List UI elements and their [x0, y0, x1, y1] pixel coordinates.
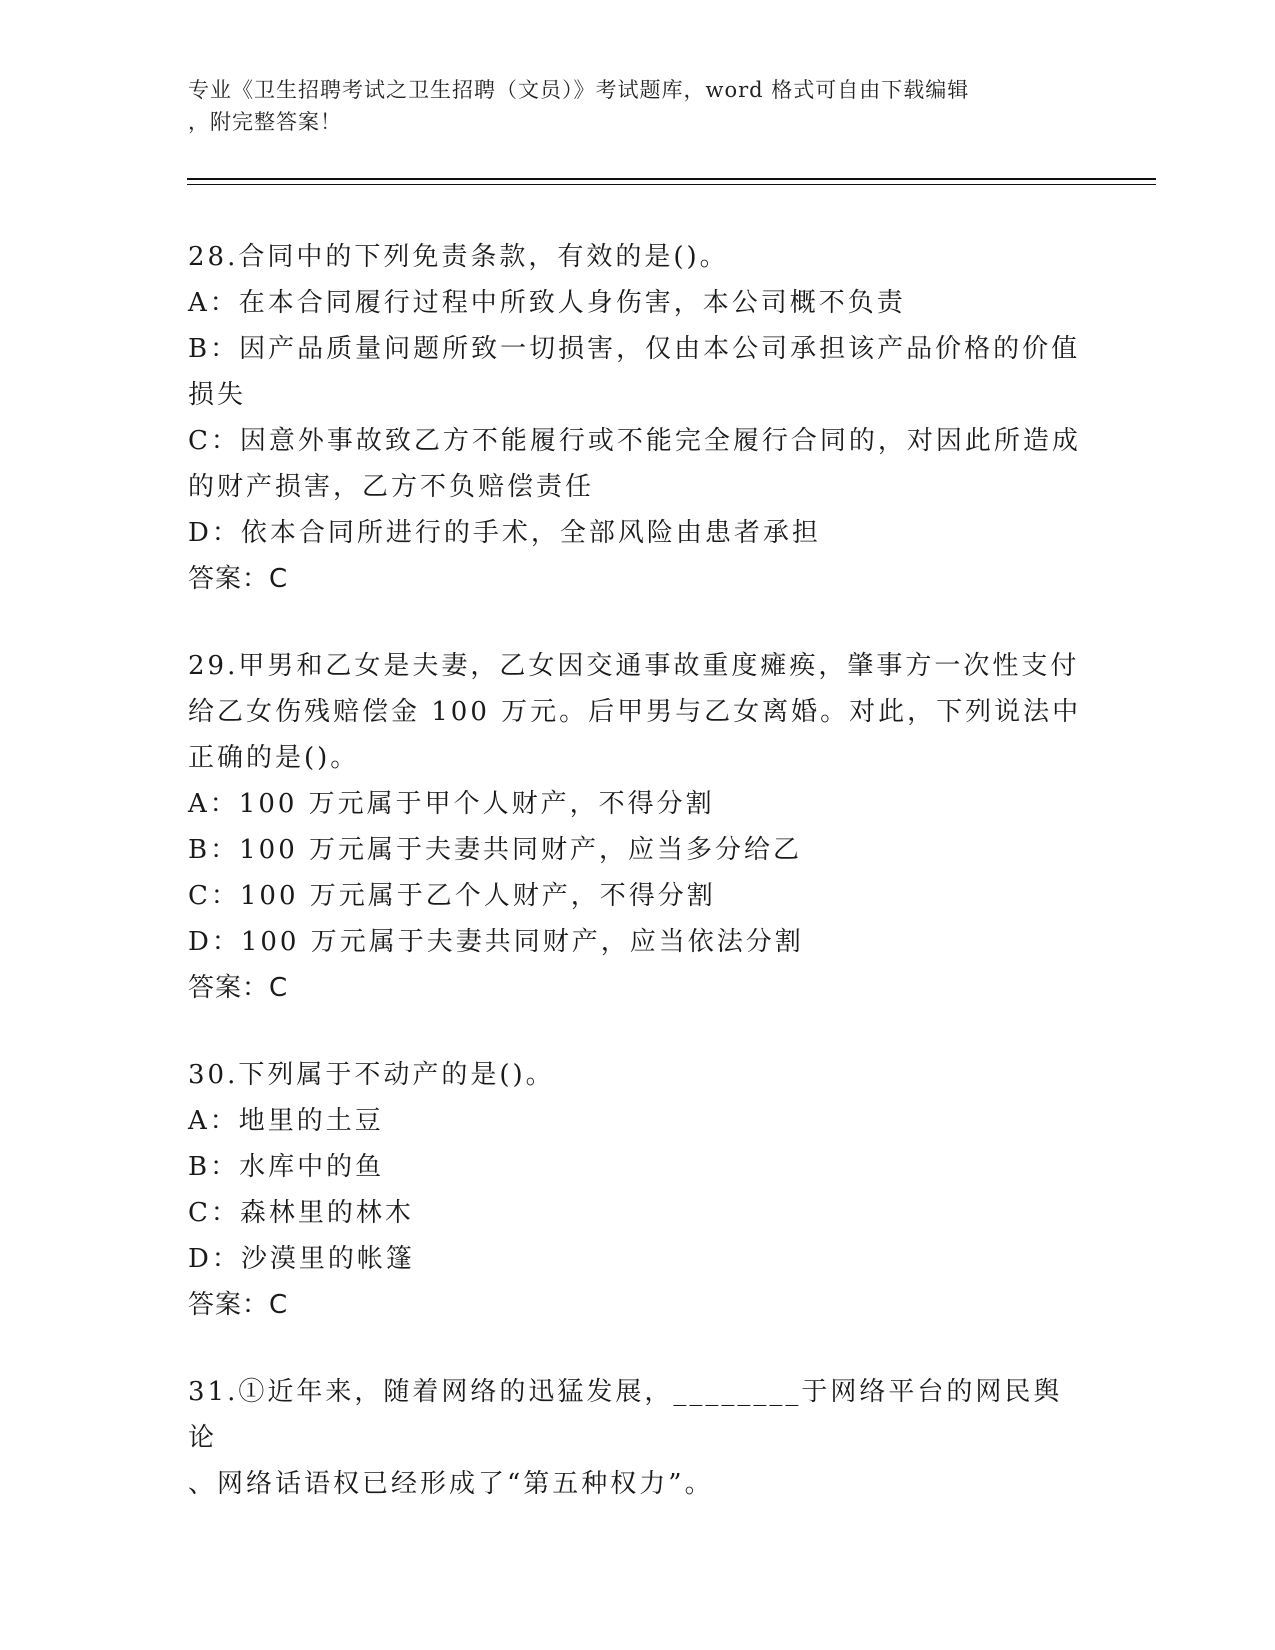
option-line: D：100 万元属于夫妻共同财产，应当依法分割: [188, 927, 804, 957]
option-line: C：100 万元属于乙个人财产，不得分割: [188, 881, 716, 911]
answer-line: 答案：C: [188, 973, 289, 1003]
question-stem: 28.合同中的下列免责条款，有效的是()。: [188, 242, 729, 272]
question-stem: 29.甲男和乙女是夫妻，乙女因交通事故重度瘫痪，肇事方一次性支付: [188, 651, 1080, 681]
header-divider-top: [187, 178, 1156, 180]
question-block: [188, 1369, 1088, 1507]
answer-line: 答案：C: [188, 1290, 289, 1320]
option-line: A：地里的土豆: [188, 1106, 384, 1136]
question-stem: 正确的是()。: [188, 743, 360, 773]
option-line: C：森林里的林木: [188, 1198, 414, 1228]
header-line-1: 专业《卫生招聘考试之卫生招聘（文员）》考试题库，word 格式可自由下载编辑: [188, 78, 970, 102]
question-stem: 给乙女伤残赔偿金 100 万元。后甲男与乙女离婚。对此，下列说法中: [188, 697, 1082, 727]
option-line: D：沙漠里的帐篷: [188, 1244, 415, 1274]
question-block: [188, 1052, 1088, 1328]
answer-line: 答案：C: [188, 564, 289, 594]
option-line: 损失: [188, 380, 247, 410]
option-line: A：在本合同履行过程中所致人身伤害，本公司概不负责: [188, 288, 906, 318]
question-stem: 30.下列属于不动产的是()。: [188, 1060, 555, 1090]
question-stem: 、网络话语权已经形成了“第五种权力”。: [188, 1469, 714, 1499]
option-line: D：依本合同所进行的手术，全部风险由患者承担: [188, 518, 821, 548]
option-line: 的财产损害，乙方不负赔偿责任: [188, 472, 595, 502]
question-block: [188, 643, 1088, 1011]
header-divider-bottom: [187, 184, 1156, 185]
option-line: B：因产品质量问题所致一切损害，仅由本公司承担该产品价格的价值: [188, 334, 1081, 364]
question-stem: 31.①近年来，随着网络的迅猛发展，________于网络平台的网民舆论: [188, 1377, 1063, 1453]
option-line: B：水库中的鱼: [188, 1152, 385, 1182]
header-line-2: ，附完整答案！: [188, 110, 342, 134]
option-line: C：因意外事故致乙方不能履行或不能完全履行合同的，对因此所造成: [188, 426, 1081, 456]
option-line: A：100 万元属于甲个人财产，不得分割: [188, 789, 715, 819]
document-header: [188, 74, 1078, 138]
option-line: B：100 万元属于夫妻共同财产，应当多分给乙: [188, 835, 802, 865]
question-block: [188, 234, 1088, 602]
question-list: [188, 234, 1088, 1548]
